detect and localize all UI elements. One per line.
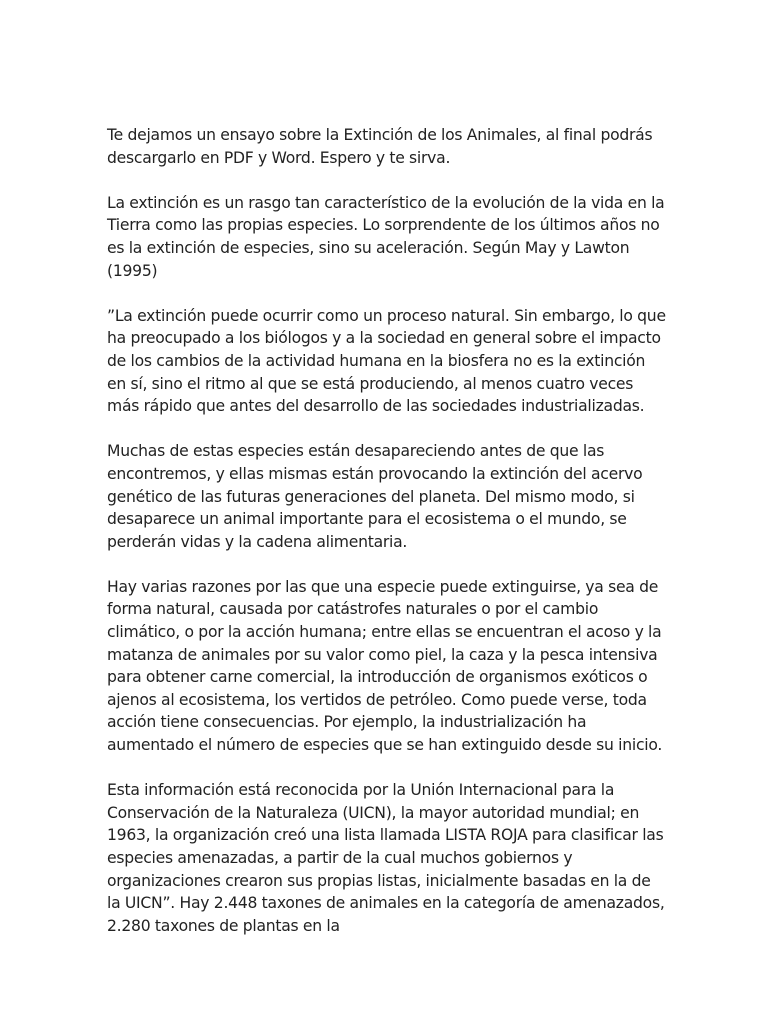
paragraph-quote: ”La extinción puede ocurrir como un proceso natural. Sin embargo, lo que ha preocupado a los biólogos y a la sociedad en general sobre el impacto de los cambios de la actividad humana en la biosfera no es la extinción en sí, sino el ritmo al que se está produciendo, al menos cuatro veces más rápido que antes del desarrollo de las sociedades industrializadas. <box>107 306 666 416</box>
document-body <box>107 124 667 960</box>
paragraph-species-disappearing: Muchas de estas especies están desapareciendo antes de que las encontremos, y ellas mismas están provocando la extinción del acervo genético de las futuras generaciones del planeta. Del mismo modo, si desaparece un animal importante para el ecosistema o el mundo, se perderán vidas y la cadena alimentaria. <box>107 442 643 551</box>
paragraph-intro: Te dejamos un ensayo sobre la Extinción de los Animales, al final podrás descargarlo en PDF y Word. Espero y te sirva. <box>107 126 653 167</box>
paragraph-reasons: Hay varias razones por las que una especie puede extinguirse, ya sea de forma natural, causada por catástrofes naturales o por el cambio climático, o por la acción humana; entre ellas se encuentran el acoso y la matanza de animales por su valor como piel, la caza y la pesca intensiva para obtener carne comercial, la introducción de organismos exóticos o ajenos al ecosistema, los vertidos de petróleo. Como puede verse, toda acción tiene consecuencias. Por ejemplo, la industrialización ha aumentado el número de especies que se han extinguido desde su inicio. <box>107 577 663 755</box>
paragraph-extinction-definition: La extinción es un rasgo tan característico de la evolución de la vida en la Tierra como las propias especies. Lo sorprendente de los últimos años no es la extinción de especies, sino su aceleración. Según May y Lawton (1995) <box>107 193 665 280</box>
paragraph-uicn: Esta información está reconocida por la Unión Internacional para la Conservación de la Naturaleza (UICN), la mayor autoridad mundial; en 1963, la organización creó una lista llamada LISTA ROJA para clasificar las especies amenazadas, a partir de la cual muchos gobiernos y organizaciones crearon sus propias listas, inicialmente basadas en la de la UICN”. Hay 2.448 taxones de animales en la categoría de amenazados, 2.280 taxones de plantas en la <box>107 781 665 935</box>
